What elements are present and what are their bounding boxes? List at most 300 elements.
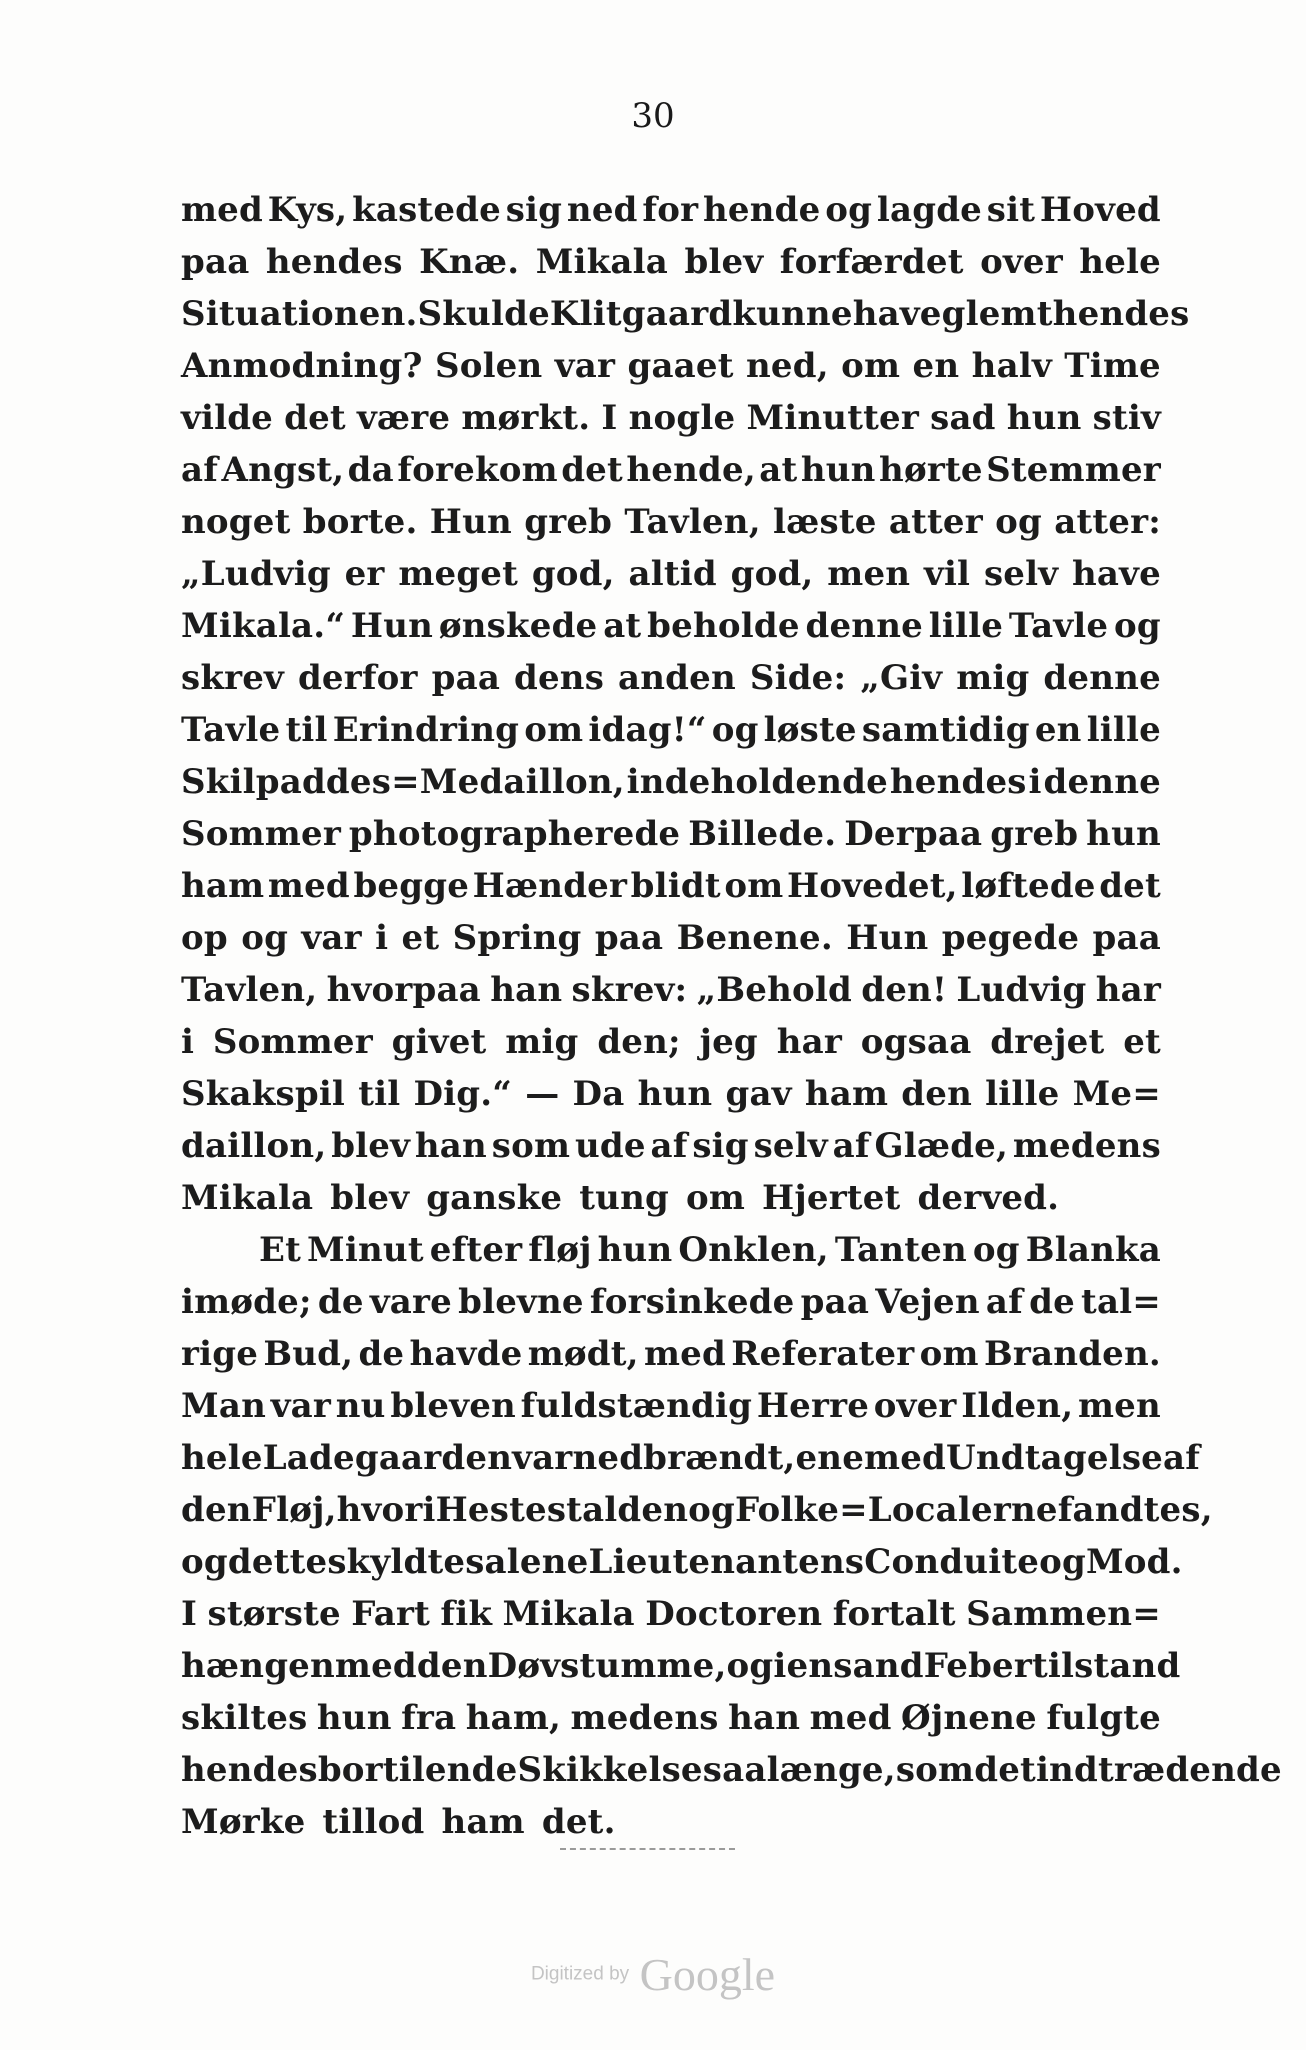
word: sig xyxy=(505,190,563,230)
word: nu xyxy=(335,1386,386,1426)
word: I xyxy=(601,398,618,438)
word: daillon, xyxy=(181,1126,327,1166)
word: Skilpaddes=Medaillon, xyxy=(181,762,625,802)
word: Hænder xyxy=(472,866,628,906)
word: er xyxy=(344,554,385,594)
word: gav xyxy=(725,1074,792,1114)
word: den xyxy=(901,1074,973,1114)
word: i xyxy=(375,918,389,958)
word: Tanten xyxy=(834,1230,967,1270)
word: Skikkelse xyxy=(517,1750,703,1790)
word: over xyxy=(980,242,1063,282)
word: tal= xyxy=(1081,1282,1161,1322)
word: greb xyxy=(524,502,613,542)
word: Tavle xyxy=(181,710,281,750)
word: Onklen, xyxy=(678,1230,829,1270)
word: hun xyxy=(316,1698,392,1738)
word: altid xyxy=(628,554,717,594)
word: hendes xyxy=(181,1750,318,1790)
word: Døvstumme, xyxy=(487,1646,727,1686)
word: Lieutenantens xyxy=(588,1542,865,1582)
word: Time xyxy=(1064,346,1161,386)
word: lille xyxy=(985,1074,1060,1114)
section-end-rule xyxy=(560,1848,735,1854)
text-line xyxy=(181,606,1161,658)
word: fik xyxy=(440,1594,493,1634)
page-number: 30 xyxy=(631,96,675,136)
word: af xyxy=(181,450,219,490)
word: om xyxy=(685,1178,746,1218)
word: ham xyxy=(441,1802,525,1842)
word: jeg xyxy=(699,1022,758,1062)
word: i xyxy=(1028,762,1042,802)
word: Skulde xyxy=(417,294,550,334)
word: skrev: xyxy=(571,970,688,1010)
word: over xyxy=(873,1386,957,1426)
word: ganske xyxy=(426,1178,563,1218)
word: den; xyxy=(597,1022,681,1062)
word: forfærdet xyxy=(779,242,964,282)
word: om xyxy=(841,346,901,386)
word: Blanka xyxy=(1025,1230,1161,1270)
word: forekom xyxy=(397,450,558,490)
text-line xyxy=(181,1022,1161,1074)
text-line xyxy=(181,1438,1201,1490)
word: hendes xyxy=(889,762,1027,802)
word: Benene. xyxy=(676,918,833,958)
word: paa xyxy=(1092,918,1161,958)
word: I xyxy=(181,1594,198,1634)
word: Mod. xyxy=(1085,1542,1183,1582)
body-text xyxy=(181,190,1282,1854)
word: Mikala xyxy=(535,242,668,282)
digitization-watermark xyxy=(0,1948,1306,2001)
word: god, xyxy=(531,554,615,594)
word: største xyxy=(207,1594,341,1634)
word: idag!“ xyxy=(588,710,707,750)
word: indtrædende xyxy=(1035,1750,1282,1790)
word: derfor xyxy=(297,658,418,698)
word: være xyxy=(356,398,451,438)
text-line-paragraph-end xyxy=(181,1802,1161,1854)
word: var xyxy=(270,1386,332,1426)
word: Kys, xyxy=(267,190,348,230)
word: løste xyxy=(763,710,857,750)
word: i xyxy=(181,1022,195,1062)
word: Knæ. xyxy=(419,242,520,282)
text-line xyxy=(181,398,1161,450)
word: stiv xyxy=(1092,398,1161,438)
word: af xyxy=(650,1126,688,1166)
word: selv xyxy=(753,1126,828,1166)
word: mig xyxy=(956,658,1030,698)
word: medens xyxy=(570,1698,719,1738)
text-line xyxy=(181,1334,1161,1386)
word: skrev xyxy=(181,658,284,698)
word: denne xyxy=(1043,658,1161,698)
word: og xyxy=(181,1542,228,1582)
word: skiltes xyxy=(181,1698,308,1738)
word: Sammen= xyxy=(966,1594,1161,1634)
word: dens xyxy=(514,658,605,698)
word: „Ludvig xyxy=(181,554,331,594)
word: om xyxy=(724,866,784,906)
word: tung xyxy=(579,1178,669,1218)
word: fløj xyxy=(528,1230,592,1270)
word: Solen xyxy=(434,346,543,386)
word: han xyxy=(490,970,563,1010)
word: men xyxy=(1077,1386,1161,1426)
word: med xyxy=(267,866,350,906)
word: med xyxy=(334,1646,417,1686)
word: Me= xyxy=(1072,1074,1161,1114)
word: Dig.“ xyxy=(413,1074,513,1114)
word: Febertilstand xyxy=(923,1646,1181,1686)
word: om xyxy=(524,710,584,750)
word: vare xyxy=(369,1282,452,1322)
word: samtidig xyxy=(861,710,1030,750)
word: hun xyxy=(1006,398,1082,438)
word: paa xyxy=(181,242,250,282)
word: mørkt. xyxy=(461,398,591,438)
word: Mørke xyxy=(181,1802,306,1842)
word: Fløj, xyxy=(251,1490,337,1530)
word: at xyxy=(759,450,798,490)
word: det. xyxy=(541,1802,616,1842)
text-line xyxy=(181,346,1161,398)
word: havde xyxy=(409,1334,523,1374)
word: hun xyxy=(1086,814,1161,854)
word: Conduite xyxy=(864,1542,1040,1582)
text-line xyxy=(181,1698,1161,1750)
word: Tavle xyxy=(1008,606,1109,646)
word: til xyxy=(285,710,328,750)
word: vilde xyxy=(181,398,273,438)
text-line-paragraph-start xyxy=(181,1230,1161,1282)
word: „Giv xyxy=(860,658,943,698)
word: og xyxy=(688,1490,736,1530)
word: Tavlen, xyxy=(181,970,318,1010)
word: skyldtes xyxy=(327,1542,485,1582)
word: et xyxy=(401,918,440,958)
word: rige xyxy=(181,1334,259,1374)
word: Ludvig xyxy=(956,970,1087,1010)
word: Sommer xyxy=(181,814,341,854)
word: blevne xyxy=(458,1282,584,1322)
word: og xyxy=(711,710,759,750)
word: Man xyxy=(181,1386,266,1426)
word: ham xyxy=(804,1074,889,1114)
word: ham, xyxy=(465,1698,562,1738)
word: Bud, xyxy=(263,1334,354,1374)
word: den xyxy=(181,1490,252,1530)
word: at xyxy=(603,606,642,646)
word: Folke=Localerne xyxy=(735,1490,1058,1530)
word: Side: xyxy=(749,658,847,698)
word: Undtagelse xyxy=(946,1438,1163,1478)
word: hele xyxy=(181,1438,263,1478)
word: halv xyxy=(971,346,1052,386)
word: fortalt xyxy=(832,1594,956,1634)
word: Derpaa xyxy=(844,814,983,854)
text-line xyxy=(181,1594,1161,1646)
word: Da xyxy=(572,1074,625,1114)
word: blev xyxy=(684,242,764,282)
word: sig xyxy=(692,1126,749,1166)
word: bleven xyxy=(390,1386,516,1426)
word: Tavlen, xyxy=(624,502,761,542)
text-line xyxy=(181,1386,1161,1438)
word: ham xyxy=(181,866,265,906)
word: hun xyxy=(597,1230,673,1270)
word: fra xyxy=(401,1698,457,1738)
word: med xyxy=(643,1334,726,1374)
text-line xyxy=(181,242,1161,294)
word: drejet xyxy=(990,1022,1105,1062)
word: have xyxy=(1072,554,1161,594)
word: om xyxy=(919,1334,979,1374)
word: i xyxy=(773,1646,787,1686)
word: med xyxy=(181,190,263,230)
text-line xyxy=(181,1646,1181,1698)
word: hvorpaa xyxy=(326,970,481,1010)
word: sand xyxy=(833,1646,924,1686)
word: dette xyxy=(227,1542,328,1582)
word: han xyxy=(728,1698,801,1738)
word: Hun xyxy=(350,606,434,646)
word: greb xyxy=(990,814,1079,854)
word: Øjnene xyxy=(901,1698,1037,1738)
word: en xyxy=(1034,710,1082,750)
text-line xyxy=(181,502,1161,554)
word: Mikala xyxy=(181,1178,314,1218)
word: lille xyxy=(1086,710,1161,750)
text-line xyxy=(181,866,1161,918)
word: mig xyxy=(505,1022,579,1062)
word: Anmodning? xyxy=(181,346,423,386)
word: ønskede xyxy=(438,606,598,646)
text-line xyxy=(181,814,1161,866)
word: og xyxy=(241,918,289,958)
word: beholde xyxy=(647,606,800,646)
word: læste xyxy=(773,502,877,542)
text-line xyxy=(181,1490,1213,1542)
word: af xyxy=(1163,1438,1201,1478)
word: Stemmer xyxy=(986,450,1161,490)
word: kunne xyxy=(732,294,853,334)
word: Situationen. xyxy=(181,294,418,334)
word: god, xyxy=(730,554,814,594)
word: han xyxy=(414,1126,487,1166)
word: lille xyxy=(928,606,1004,646)
word: selv xyxy=(983,554,1059,594)
word: Minut xyxy=(307,1230,424,1270)
word: Et xyxy=(259,1230,302,1270)
word: og xyxy=(726,1646,774,1686)
word: hendes xyxy=(265,242,403,282)
word: de xyxy=(358,1334,405,1374)
word: Erindring xyxy=(332,710,520,750)
word: Skakspil xyxy=(181,1074,346,1114)
word: Ladegaarden xyxy=(262,1438,513,1478)
word: en xyxy=(786,1646,834,1686)
word: var xyxy=(554,346,616,386)
text-line xyxy=(181,762,1161,814)
word: og xyxy=(995,502,1042,542)
word: „Behold xyxy=(696,970,852,1010)
word: noget xyxy=(181,502,291,542)
text-line xyxy=(181,1542,1183,1594)
word: med xyxy=(864,1438,947,1478)
word: lagde xyxy=(876,190,983,230)
word: mødt, xyxy=(527,1334,639,1374)
word: har xyxy=(776,1022,842,1062)
word: begge xyxy=(353,866,470,906)
word: gaaet xyxy=(627,346,734,386)
word: har xyxy=(1095,970,1161,1010)
word: givet xyxy=(391,1022,487,1062)
word: Hun xyxy=(429,502,512,542)
word: ned xyxy=(566,190,638,230)
word: Hjertet xyxy=(762,1178,901,1218)
text-line xyxy=(181,918,1161,970)
word: nedbrændt, xyxy=(572,1438,796,1478)
word: alene xyxy=(484,1542,589,1582)
word: op xyxy=(181,918,228,958)
word: denne xyxy=(805,606,923,646)
word: have xyxy=(852,294,942,334)
word: de xyxy=(1029,1282,1075,1322)
word: — xyxy=(525,1074,560,1114)
word: glemt xyxy=(941,294,1053,334)
word: blidt xyxy=(630,866,721,906)
word: paa xyxy=(431,658,501,698)
word: tillod xyxy=(322,1802,425,1842)
word: atter xyxy=(888,502,983,542)
word: ned, xyxy=(746,346,829,386)
word: bortilende xyxy=(317,1750,518,1790)
word: og xyxy=(1114,606,1161,646)
word: atter: xyxy=(1054,502,1161,542)
text-line xyxy=(181,450,1161,502)
text-line xyxy=(181,658,1161,710)
word: Minutter xyxy=(746,398,919,438)
word: medens xyxy=(1012,1126,1161,1166)
word: Doctoren xyxy=(645,1594,823,1634)
word: meget xyxy=(398,554,519,594)
word: fuldstændig xyxy=(520,1386,753,1426)
word: forsinkede xyxy=(589,1282,795,1322)
word: et xyxy=(1123,1022,1161,1062)
word: og xyxy=(825,190,873,230)
word: borte. xyxy=(302,502,418,542)
word: hvori xyxy=(336,1490,436,1530)
word: Hoved xyxy=(1039,190,1161,230)
text-line xyxy=(181,710,1161,762)
word: vil xyxy=(923,554,971,594)
word: da xyxy=(347,450,394,490)
word: de xyxy=(317,1282,364,1322)
word: med xyxy=(809,1698,892,1738)
word: ene xyxy=(795,1438,865,1478)
text-line xyxy=(181,970,1161,1022)
word: Referater xyxy=(731,1334,915,1374)
word: Branden. xyxy=(983,1334,1161,1374)
word: for xyxy=(642,190,699,230)
word: den! xyxy=(861,970,948,1010)
word: imøde; xyxy=(181,1282,312,1322)
word: Herre xyxy=(756,1386,870,1426)
word: det xyxy=(284,398,346,438)
word: Spring xyxy=(452,918,582,958)
text-line xyxy=(181,1126,1161,1178)
text-line xyxy=(181,294,1190,346)
word: efter xyxy=(429,1230,523,1270)
text-line xyxy=(181,190,1161,242)
word: nogle xyxy=(628,398,736,438)
word: som xyxy=(895,1750,975,1790)
word: Mikala xyxy=(502,1594,635,1634)
word: det xyxy=(561,450,623,490)
word: hende, xyxy=(626,450,756,490)
word: paa xyxy=(800,1282,870,1322)
word: ogsaa xyxy=(860,1022,972,1062)
text-line xyxy=(181,1750,1282,1802)
word: var xyxy=(512,1438,573,1478)
word: og xyxy=(1039,1542,1086,1582)
word: det xyxy=(974,1750,1036,1790)
word: derved. xyxy=(917,1178,1060,1218)
text-line xyxy=(181,1282,1161,1334)
word: photographerede xyxy=(348,814,681,854)
word: hendes xyxy=(1052,294,1190,334)
word: det xyxy=(1099,866,1161,906)
word: af xyxy=(985,1282,1023,1322)
word: hele xyxy=(1079,242,1161,282)
word: som xyxy=(491,1126,571,1166)
word: ude xyxy=(574,1126,646,1166)
word: men xyxy=(827,554,911,594)
word: kastede xyxy=(352,190,501,230)
word: af xyxy=(832,1126,870,1166)
word: sad xyxy=(930,398,996,438)
word: Hun xyxy=(846,918,929,958)
word: hun xyxy=(800,450,876,490)
word: og xyxy=(972,1230,1020,1270)
word: til xyxy=(358,1074,401,1114)
word: paa xyxy=(594,918,664,958)
word: hængen xyxy=(181,1646,335,1686)
google-logo: Google xyxy=(639,1949,776,2000)
word: hende xyxy=(703,190,821,230)
word: løftede xyxy=(961,866,1096,906)
word: denne xyxy=(1043,762,1161,802)
text-line xyxy=(181,554,1161,606)
word: Klitgaard xyxy=(549,294,733,334)
word: anden xyxy=(618,658,736,698)
word: en xyxy=(912,346,960,386)
word: hørte xyxy=(879,450,983,490)
word: fulgte xyxy=(1046,1698,1161,1738)
word: Sommer xyxy=(212,1022,373,1062)
word: blev xyxy=(330,1178,410,1218)
word: Hovedet, xyxy=(786,866,958,906)
word: sit xyxy=(986,190,1036,230)
text-line xyxy=(181,1074,1161,1126)
word: var xyxy=(301,918,362,958)
word: pegede xyxy=(941,918,1080,958)
word: hun xyxy=(637,1074,713,1114)
